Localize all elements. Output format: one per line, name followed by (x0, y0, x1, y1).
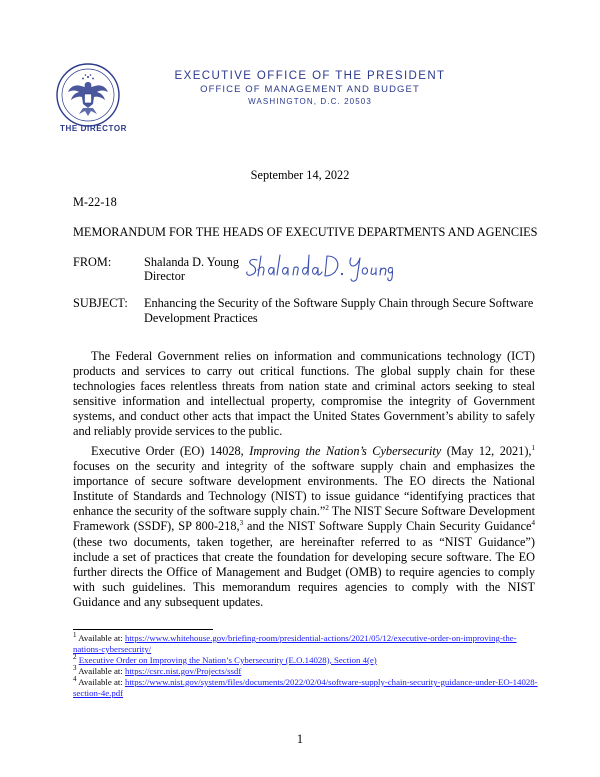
footnote-2 (73, 652, 543, 666)
subject-text: Enhancing the Security of the Software Supply Chain through Secure Software Development Practices (144, 296, 534, 325)
footnote-1-prefix: Available at: (76, 633, 125, 643)
footnote-4-num: 4 (73, 674, 77, 683)
memo-addressee: MEMORANDUM FOR THE HEADS OF EXECUTIVE DEPARTMENTS AND AGENCIES (73, 225, 538, 239)
subject-label: SUBJECT: (73, 296, 128, 310)
page-number: 1 (296, 732, 304, 746)
footnote-1-link[interactable]: https://www.whitehouse.gov/briefing-room/presidential-actions/2021/05/12/executive-order-on-improving-the-nations-cybersecurity/ (73, 633, 517, 654)
footnote-ref-4[interactable]: 4 (531, 519, 535, 528)
footnote-divider (73, 629, 213, 630)
p2-text-c: focuses on the security and integrity of the software supply chain and emphasizes the importance of secure software development environments. The EO directs the National Institute of Standards and Technology (NIST) to issue guidance “identifying practices that enhance the security of the software supply chain.” (73, 459, 535, 519)
memo-number: M-22-18 (73, 195, 117, 209)
p2-eo-title: Improving the Nation’s Cybersecurity (249, 444, 442, 458)
memo-date: September 14, 2022 (250, 168, 350, 182)
footnote-1 (73, 633, 543, 655)
from-name: Shalanda D. Young (144, 255, 239, 269)
from-title: Director (144, 269, 185, 283)
footnote-3-link[interactable]: https://csrc.nist.gov/Projects/ssdf (124, 665, 242, 676)
footnote-4-prefix: Available at: (76, 676, 125, 687)
letterhead-subtitle: OFFICE OF MANAGEMENT AND BUDGET (200, 84, 420, 95)
body-paragraph-1-text: The Federal Government relies on information and communications technology (ICT) products and services to carry out critical functions. The global supply chain for these technologies faces relentless threats from nation state and criminal actors seeking to steal sensitive information and intellectual property, compromise the integrity of Government systems, and conduct other acts that impact the United States Government’s ability to safely and reliably provide services to the public. (73, 349, 535, 439)
footnotes (73, 633, 543, 698)
from-label: FROM: (73, 255, 112, 269)
p2-text-a: Executive Order (EO) 14028, (91, 444, 250, 458)
footnote-ref-2[interactable]: 2 (325, 504, 329, 513)
footnote-3-num: 3 (73, 663, 77, 672)
p2-text-d: The NIST Secure Software Development Framework (SSDF), SP 800-218, (73, 504, 535, 534)
footnote-3 (73, 663, 543, 677)
signature (243, 250, 393, 284)
footnote-2-num: 2 (73, 652, 77, 661)
p2-text-e: and the NIST Software Supply Chain Security Guidance (243, 519, 532, 534)
p2-text-b: (May 12, 2021), (441, 444, 532, 458)
footnote-3-prefix: Available at: (76, 665, 125, 676)
footnote-1-num: 1 (73, 631, 77, 640)
p2-text-f: (these two documents, taken together, are hereinafter referred to as “NIST Guidance”) include a set of practices that create the foundation for developing secure software. The EO further directs the Office of Management and Budget (OMB) to require agencies to comply with such guidelines. This memorandum requires agencies to comply with the NIST Guidance and any subsequent updates. (73, 534, 535, 609)
body-paragraph-2 (73, 444, 535, 610)
letterhead-office: EXECUTIVE OFFICE OF THE PRESIDENT (174, 70, 446, 82)
footnote-4-link[interactable]: https://www.nist.gov/system/files/documents/2022/02/04/software-supply-chain-security-guidance-under-EO-14028-section-4e.pdf (73, 676, 538, 698)
body-paragraph-1 (73, 349, 535, 440)
letterhead-location: WASHINGTON, D.C. 20503 (248, 97, 372, 106)
director-label: THE DIRECTOR (60, 124, 128, 133)
footnote-4 (73, 674, 543, 699)
footnote-ref-1[interactable]: 1 (531, 443, 535, 452)
footnote-ref-3[interactable]: 3 (239, 519, 244, 528)
footnote-2-link[interactable]: Executive Order on Improving the Nation’s Cybersecurity (E.O.14028), Section 4(e) (78, 654, 377, 665)
